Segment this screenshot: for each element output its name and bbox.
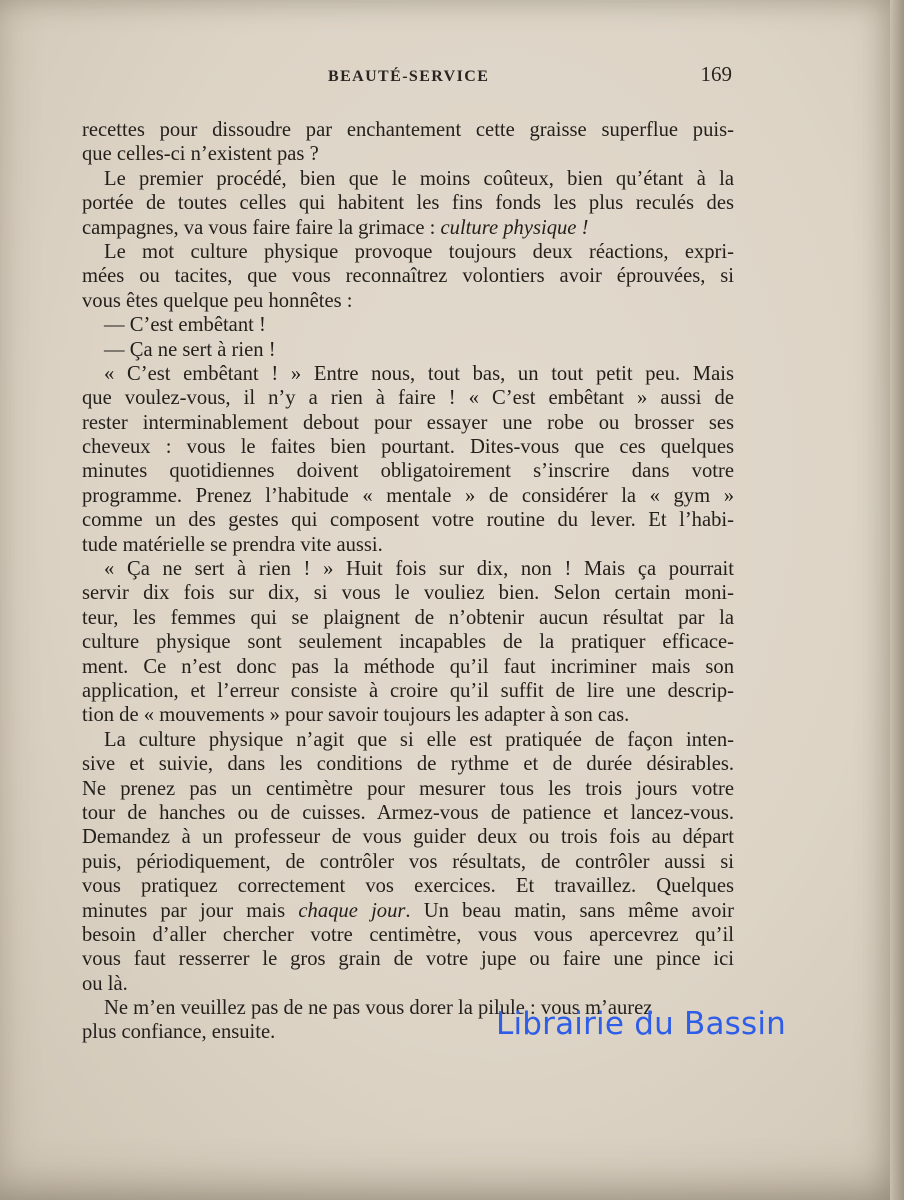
text-line: servir dix fois sur dix, si vous le vouliez bien. Selon certain moni- (82, 582, 734, 605)
text-line: application, et l’erreur consiste à croire qu’il suffit de lire une descrip- (82, 679, 734, 702)
text-line: tude matérielle se prendra vite aussi. (82, 533, 383, 556)
text-line: Ne prenez pas un centimètre pour mesurer tous les trois jours votre (82, 777, 734, 800)
text-line: rester interminablement debout pour essayer une robe ou brosser ses (82, 411, 734, 434)
text-line: recettes pour dissoudre par enchantement cette graisse superflue puis- (82, 119, 734, 141)
body-text (82, 118, 734, 1045)
dialogue-line: — C’est embêtant ! (104, 314, 266, 337)
text-line: sive et suivie, dans les conditions de rythme et de durée désirables. (82, 753, 734, 776)
text-line: comme un des gestes qui composent votre routine du lever. Et l’habi- (82, 509, 734, 532)
text-line: vous faut resserrer le gros grain de votre jupe ou faire une pince ici (82, 948, 734, 971)
text-line: La culture physique n’agit que si elle est pratiquée de façon inten- (104, 728, 734, 751)
text-line: Le mot culture physique provoque toujours deux réactions, expri- (104, 240, 734, 263)
page-edge-shadow (890, 0, 904, 1200)
text-line: Demandez à un professeur de vous guider deux ou trois fois au départ (82, 826, 734, 849)
text-line: minutes quotidiennes doivent obligatoirement s’inscrire dans votre (82, 460, 734, 483)
text-line: que voulez-vous, il n’y a rien à faire ! « C’est embêtant » aussi de (82, 387, 734, 410)
text-line (82, 216, 734, 240)
text-line (82, 899, 734, 923)
text-fragment: . Un beau matin, sans même avoir (405, 899, 734, 922)
text-line: « C’est embêtant ! » Entre nous, tout bas, un tout petit peu. Mais (104, 362, 734, 385)
text-line: besoin d’aller chercher votre centimètre, vous vous apercevrez qu’il (82, 923, 734, 946)
text-fragment: minutes par jour mais (82, 899, 299, 922)
text-line: mées ou tacites, que vous reconnaîtrez volontiers avoir éprouvées, si (82, 265, 734, 288)
text-line: teur, les femmes qui se plaignent de n’obtenir aucun résultat par la (82, 606, 734, 629)
text-line: ment. Ce n’est donc pas la méthode qu’il faut incriminer mais son (82, 655, 734, 678)
text-line: Ne m’en veuillez pas de ne pas vous dorer la pilule : vous m’aurez (104, 997, 653, 1020)
text-line: portée de toutes celles qui habitent les fins fonds les plus reculés des (82, 192, 734, 215)
text-line: vous êtes quelque peu honnêtes : (82, 289, 353, 312)
text-line: plus confiance, ensuite. (82, 1021, 276, 1044)
running-title: BEAUTÉ-SERVICE (328, 68, 490, 85)
text-line: culture physique sont seulement incapables de la pratiquer efficace- (82, 631, 734, 654)
text-line: « Ça ne sert à rien ! » Huit fois sur dix, non ! Mais ça pourrait (104, 558, 734, 581)
text-line: Le premier procédé, bien que le moins coûteux, bien qu’étant à la (104, 167, 734, 190)
text-line: tour de hanches ou de cuisses. Armez-vous de patience et lancez-vous. (82, 801, 734, 824)
text-line: que celles-ci n’existent pas ? (82, 143, 319, 166)
text-line: vous pratiquez correctement vos exercices. Et travaillez. Quelques (82, 875, 734, 898)
text-line: tion de « mouvements » pour savoir toujours les adapter à son cas. (82, 704, 630, 727)
italic-emphasis: culture physique ! (440, 216, 589, 239)
text-fragment: campagnes, va vous faire faire la grimace : (82, 216, 441, 239)
text-line: programme. Prenez l’habitude « mentale » de considérer la « gym » (82, 484, 734, 507)
dialogue-line: — Ça ne sert à rien ! (104, 338, 276, 361)
page-header (82, 62, 732, 92)
italic-emphasis: chaque jour (298, 899, 406, 922)
text-line: puis, périodiquement, de contrôler vos résultats, de contrôler aussi si (82, 850, 734, 873)
text-line: cheveux : vous le faites bien pourtant. Dites-vous que ces quelques (82, 436, 734, 459)
text-line: ou là. (82, 972, 128, 995)
page-number: 169 (700, 62, 732, 86)
bookseller-watermark: Librairie du Bassin (496, 1006, 787, 1042)
